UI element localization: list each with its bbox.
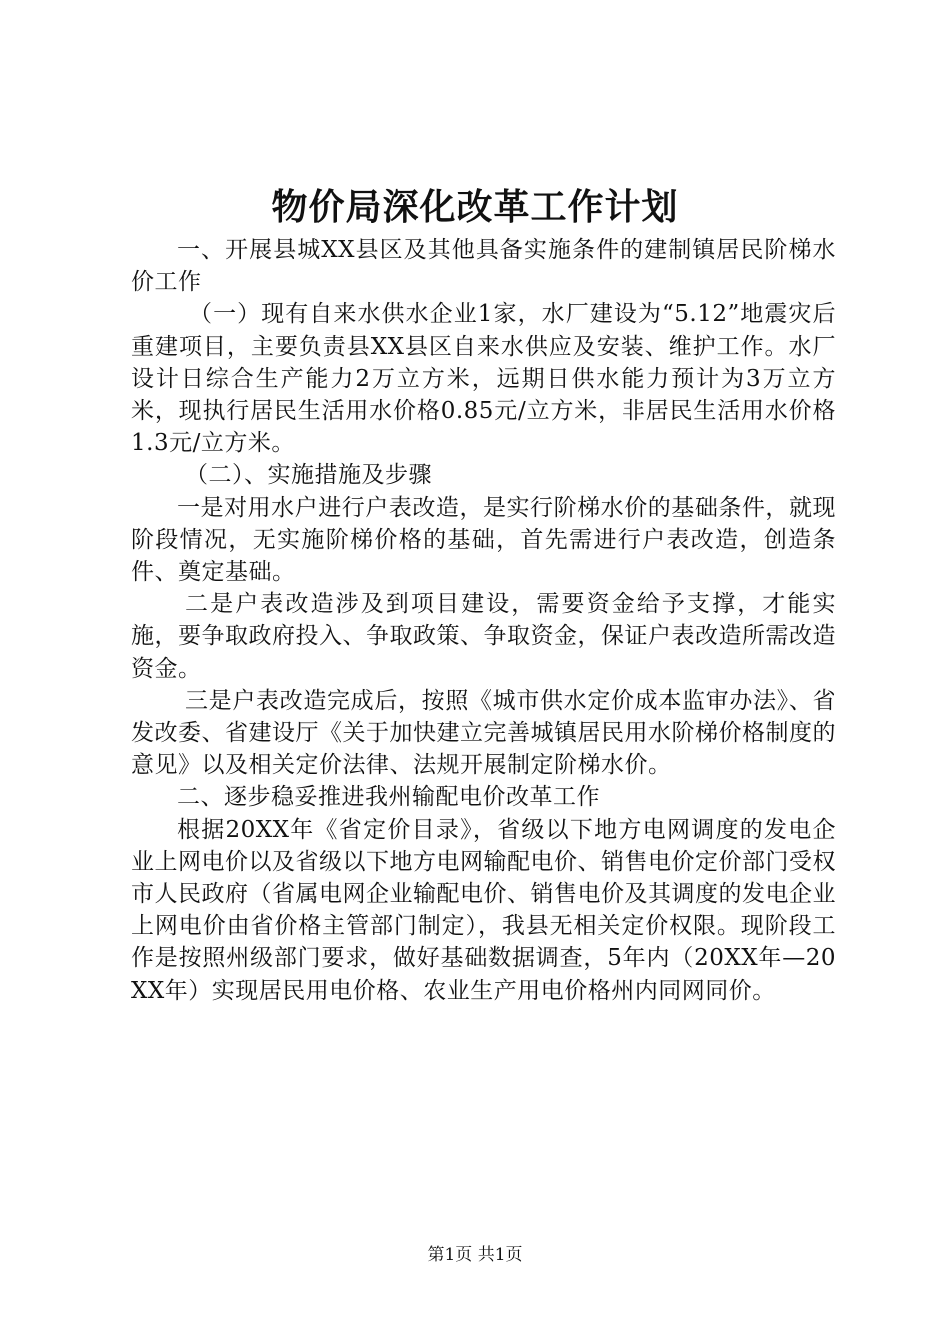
paragraph: 一是对用水户进行户表改造，是实行阶梯水价的基础条件，就现阶段情况，无实施阶梯价格的基础，首先需进行户表改造，创造条件、奠定基础。	[131, 494, 836, 586]
subsection-heading: （二）、实施措施及步骤	[185, 462, 432, 489]
paragraph: 二是户表改造涉及到项目建设，需要资金给予支撑，才能实施，要争取政府投入、争取政策、争取资金，保证户表改造所需改造资金。	[131, 591, 836, 682]
section-heading-1: 一、开展县城XX县区及其他具备实施条件的建制镇居民阶梯水价工作	[131, 237, 836, 296]
paragraph: 根据20XX年《省定价目录》，省级以下地方电网调度的发电企业上网电价以及省级以下地方电网输配电价、销售电价定价部门受权市人民政府（省属电网企业输配电价、销售电价及其调度的发电企业上网电价由省价格主管部门制定），我县无相关定价权限。现阶段工作是按照州级部门要求，做好基础数据调查，5年内（20XX年—20XX年）实现居民用电价格、农业生产用电价格州内同网同价。	[131, 816, 836, 1004]
page-footer: 第1页 共1页	[427, 1245, 523, 1265]
document-body	[131, 234, 836, 1007]
document-title: 物价局深化改革工作计划	[271, 186, 679, 228]
paragraph: （一）现有自来水供水企业1家，水厂建设为“5.12”地震灾后重建项目，主要负责县XX县区自来水供应及安装、维护工作。水厂设计日综合生产能力2万立方米，远期日供水能力预计为3万立方米，现执行居民生活用水价格0.85元/立方米，非居民生活用水价格1.3元/立方米。	[131, 301, 836, 457]
paragraph: 三是户表改造完成后，按照《城市供水定价成本监审办法》、省发改委、省建设厅《关于加快建立完善城镇居民用水阶梯价格制度的意见》以及相关定价法律、法规开展制定阶梯水价。	[131, 687, 836, 779]
section-heading-2: 二、逐步稳妥推进我州输配电价改革工作	[177, 784, 600, 811]
